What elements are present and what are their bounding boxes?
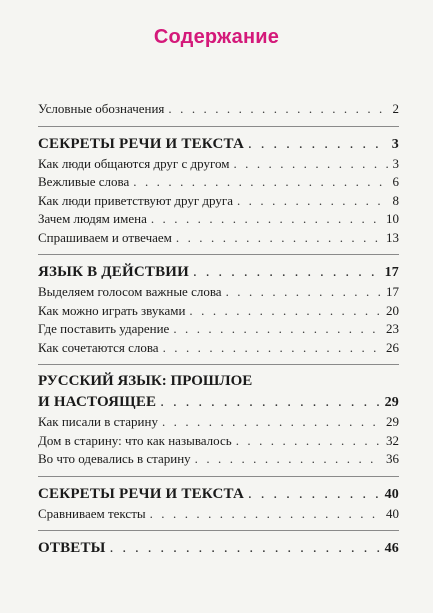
leader-dots [236,432,382,451]
toc-item-label: Вежливые слова [38,174,130,189]
toc-item-label: Как люди общаются друг с другом [38,155,230,171]
toc-section-title: ОТВЕТЫ [38,540,106,556]
toc-section-page: 3 [391,136,399,152]
toc-item[interactable] [38,320,399,339]
toc-item-label: Как можно играть звуками [38,302,186,318]
leader-dots [233,155,388,174]
leader-dots [248,133,388,155]
toc-section-page: 29 [384,395,399,410]
toc-item-page: 6 [392,174,399,189]
toc-item-label: Дом в старину: что как называлось [38,432,232,448]
toc-item[interactable] [38,155,399,174]
toc-item-label: Как люди приветствуют друг друга [38,192,233,208]
toc-item-label: Сравниваем тексты [38,505,146,521]
toc-section-page: 17 [384,265,399,280]
toc-item[interactable] [38,283,399,302]
leader-dots [150,505,382,524]
leader-dots [248,483,381,505]
toc-section-title: И НАСТОЯЩЕЕ [38,394,157,410]
toc-item-label: Условные обозначения [38,101,165,116]
leader-dots [173,320,382,339]
leader-dots [189,302,382,321]
toc-section-title: СЕКРЕТЫ РЕЧИ И ТЕКСТА [38,485,245,502]
toc-item-page: 23 [386,321,399,336]
leader-dots [163,339,382,358]
toc-item-label: Во что одевались в старину [38,451,191,466]
toc-item-page: 17 [386,284,399,299]
toc-item-label: Где поставить ударение [38,321,170,336]
toc-item-label: Выделяем голосом важные слова [38,284,222,299]
leader-dots [133,173,388,192]
toc-item-page: 29 [386,414,399,429]
toc-item[interactable] [38,210,399,229]
toc-section-4[interactable] [38,483,399,505]
section-divider [38,476,399,477]
toc-item[interactable] [38,229,399,248]
leader-dots [151,210,382,229]
toc-item[interactable] [38,450,399,469]
toc-section-1[interactable] [38,133,399,155]
toc-item-page: 20 [386,302,399,318]
toc-item-label: Как сочетаются слова [38,339,159,355]
toc-section-page: 46 [384,541,399,556]
toc-item-page: 13 [386,229,399,245]
toc-item[interactable] [38,505,399,524]
toc-item-page: 3 [392,155,399,171]
leader-dots [237,192,389,211]
page-title: Содержание [153,26,280,48]
toc-section-2[interactable] [38,261,399,283]
leader-dots [110,537,381,559]
table-of-contents [38,100,399,559]
leader-dots [160,391,380,413]
toc-item-page: 40 [386,505,399,521]
toc-item-intro[interactable] [38,100,399,119]
leader-dots [176,229,382,248]
toc-item[interactable] [38,192,399,211]
toc-item-page: 2 [392,101,399,116]
leader-dots [168,100,388,119]
section-divider [38,126,399,127]
toc-section-5[interactable] [38,537,399,559]
section-divider [38,254,399,255]
toc-item[interactable] [38,302,399,321]
toc-item-page: 36 [386,451,399,466]
section-divider [38,364,399,365]
section-divider [38,530,399,531]
toc-section-3[interactable] [38,391,399,413]
leader-dots [195,450,382,469]
leader-dots [226,283,382,302]
toc-item-page: 32 [386,432,399,448]
toc-item-label: Зачем людям имена [38,211,147,226]
toc-section-3-line1[interactable] [38,371,399,391]
toc-item-page: 8 [392,192,399,208]
toc-item[interactable] [38,173,399,192]
toc-item[interactable] [38,432,399,451]
toc-section-title: СЕКРЕТЫ РЕЧИ И ТЕКСТА [38,135,245,152]
leader-dots [162,413,382,432]
leader-dots [193,261,381,283]
toc-item[interactable] [38,339,399,358]
toc-item-label: Как писали в старину [38,414,158,429]
toc-item-page: 26 [386,339,399,355]
toc-section-page: 40 [384,486,399,502]
toc-section-title: ЯЗЫК В ДЕЙСТВИИ [38,264,190,280]
toc-section-title: РУССКИЙ ЯЗЫК: ПРОШЛОЕ [38,373,253,389]
toc-item-page: 10 [386,211,399,226]
toc-item-label: Спрашиваем и отвечаем [38,229,172,245]
toc-item[interactable] [38,413,399,432]
